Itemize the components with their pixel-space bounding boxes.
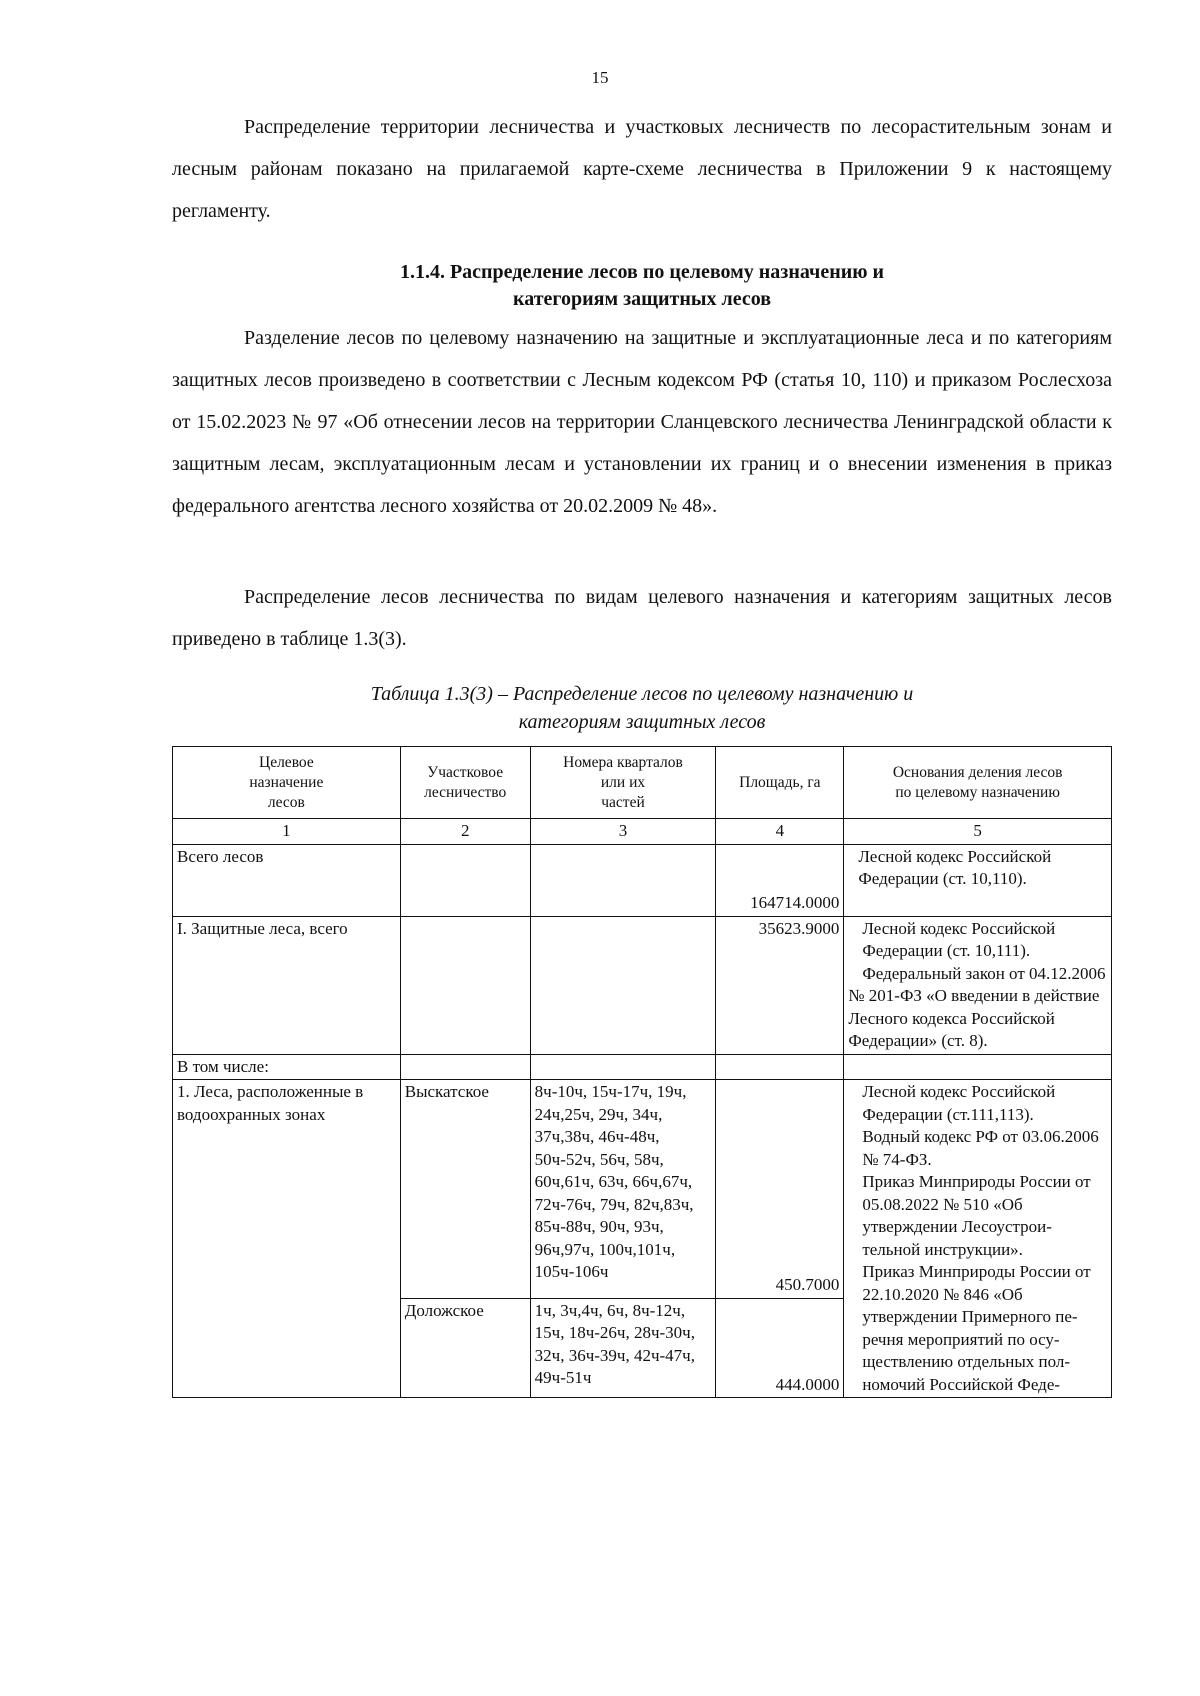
header-area: Площадь, га	[716, 747, 844, 819]
header-basis: Основания деления лесов по целевому назначению	[844, 747, 1112, 819]
section-heading-line2: категориям защитных лесов	[512, 288, 771, 310]
total-purpose: Всего лесов	[173, 844, 401, 916]
column-number: 1	[173, 819, 401, 845]
water-protection-basis-5: Приказ Минприроды России от 22.10.2020 № 846 «Об утверждении Примерного пе-речня мероприятий по осу-ществлению отдельных пол-номочий Российской Феде-	[862, 1262, 1091, 1394]
empty-cell	[400, 916, 530, 1054]
column-number: 2	[400, 819, 530, 845]
total-basis: Лесной кодекс Российской Федерации (ст. 10,110).	[844, 844, 1112, 916]
column-number: 3	[530, 819, 716, 845]
paragraph-1: Разделение лесов по целевому назначению на защитные и эксплуатационные леса и по категориям защитных лесов произведено в соответствии с Лесным кодексом РФ (статья 10, 110) и приказом Рослесхоза от 15.02.2023 № 97 «Об отнесении лесов на территории Сланцевского лесничества Ленинградской области к защитным лесам, эксплуатационным лесам и установлении их границ и о внесении изменения в приказ федерального агентства лесного хозяйства от 20.02.2009 № 48».	[172, 327, 1112, 517]
water-protection-basis-2: Водный кодекс РФ от 03.06.2006	[862, 1127, 1099, 1146]
empty-cell	[530, 1054, 716, 1080]
district-area: 444.0000	[716, 1298, 844, 1397]
forest-distribution-table	[172, 746, 1112, 1398]
including-label: В том числе:	[173, 1054, 401, 1080]
total-area: 164714.0000	[716, 844, 844, 916]
section-heading	[172, 259, 1112, 313]
column-number: 4	[716, 819, 844, 845]
protective-basis	[844, 916, 1112, 1054]
section-heading-line1: 1.1.4. Распределение лесов по целевому назначению и	[399, 261, 885, 283]
district-name: Доложское	[400, 1298, 530, 1397]
column-number-row	[173, 819, 1112, 845]
quarter-numbers: 1ч, 3ч,4ч, 6ч, 8ч-12ч, 15ч, 18ч-26ч, 28ч-30ч, 32ч, 36ч-39ч, 42ч-47ч, 49ч-51ч	[530, 1298, 716, 1397]
table-caption	[172, 680, 1112, 736]
water-protection-basis-1: Лесной кодекс Российской Федерации (ст.111,113).	[862, 1082, 1056, 1124]
quarter-numbers: 8ч-10ч, 15ч-17ч, 19ч, 24ч,25ч, 29ч, 34ч, 37ч,38ч, 46ч-48ч, 50ч-52ч, 56ч, 58ч, 60ч,61ч, 63ч, 66ч,67ч, 72ч-76ч, 79ч, 82ч,83ч, 85ч-88ч, 90ч, 93ч, 96ч,97ч, 100ч,101ч, 105ч-106ч	[530, 1080, 716, 1299]
district-area: 450.7000	[716, 1080, 844, 1299]
intro-paragraph: Распределение территории лесничества и участковых лесничеств по лесорастительным зонам и лесным районам показано на прилагаемой карте-схеме лесничества в Приложении 9 к настоящему регламенту.	[172, 116, 1112, 222]
water-protection-basis-3: № 74-ФЗ.	[862, 1149, 932, 1169]
table-caption-line2: категориям защитных лесов	[518, 711, 766, 733]
table-header-row	[173, 747, 1112, 819]
page-number: 15	[591, 68, 609, 87]
empty-cell	[400, 844, 530, 916]
protective-area: 35623.9000	[716, 916, 844, 1054]
protective-basis-1: Лесной кодекс Российской Федерации (ст. 10,111).	[862, 918, 1056, 960]
paragraph-2: Распределение лесов лесничества по видам целевого назначения и категориям защитных лесов приведено в таблице 1.3(3).	[172, 586, 1112, 650]
empty-cell	[716, 1054, 844, 1080]
header-purpose: Целевое назначение лесов	[173, 747, 401, 819]
protective-basis-3: № 201-ФЗ «О введении в действие Лесного кодекса Российской Федерации» (ст. 8).	[848, 986, 1100, 1050]
district-name: Выскатское	[400, 1080, 530, 1299]
protective-purpose: I. Защитные леса, всего	[173, 916, 401, 1054]
empty-cell	[844, 1054, 1112, 1080]
empty-cell	[530, 844, 716, 916]
water-protection-basis-4: Приказ Минприроды России от 05.08.2022 № 510 «Об утверждении Лесоустрои-тельной инструкции».	[862, 1172, 1091, 1259]
header-district: Участковое лесничество	[400, 747, 530, 819]
water-protection-purpose: 1. Леса, расположенные в водоохранных зонах	[173, 1080, 401, 1398]
empty-cell	[400, 1054, 530, 1080]
column-number: 5	[844, 819, 1112, 845]
protective-basis-2: Федеральный закон от 04.12.2006	[862, 963, 1106, 983]
table-row-water-protection-vyskatskoe	[173, 1080, 1112, 1299]
table-row-total	[173, 844, 1112, 916]
empty-cell	[530, 916, 716, 1054]
water-protection-basis	[844, 1080, 1112, 1398]
table-row-including	[173, 1054, 1112, 1080]
table-caption-line1: Таблица 1.3(3) – Распределение лесов по целевому назначению и	[370, 683, 914, 705]
table-row-protective	[173, 916, 1112, 1054]
header-quarters: Номера кварталов или их частей	[530, 747, 716, 819]
